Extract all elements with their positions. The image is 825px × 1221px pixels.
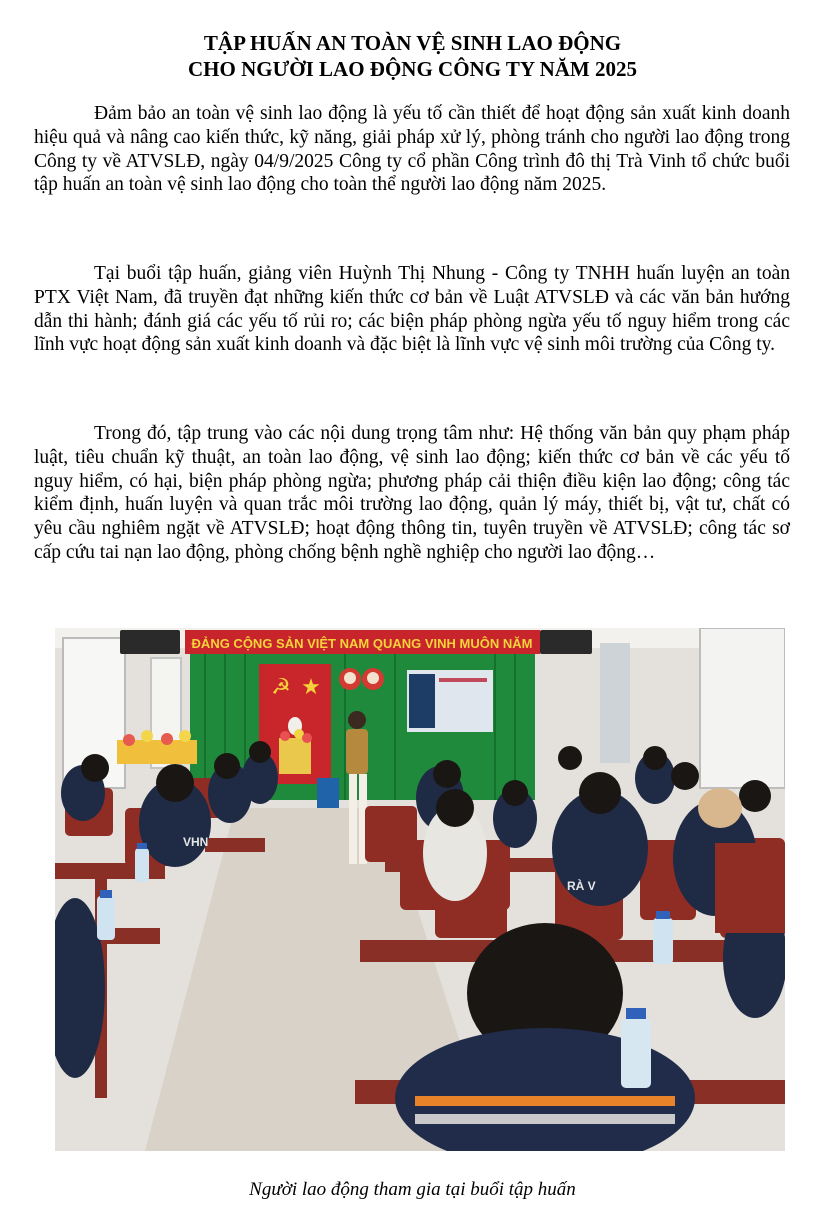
title-line-2: CHO NGƯỜI LAO ĐỘNG CÔNG TY NĂM 2025 <box>188 57 637 81</box>
shirt-text-2: RÀ V <box>567 879 596 893</box>
slogan-banner-text: ĐẢNG CỘNG SẢN VIỆT NAM QUANG VINH MUÔN NĂM <box>191 636 533 651</box>
paragraph-2: Tại buổi tập huấn, giảng viên Huỳnh Thị Nhung - Công ty TNHH huấn luyện an toàn PTX Việt Nam, đã truyền đạt những kiến thức cơ bản về Luật ATVSLĐ và các văn bản hướng dẫn thi hành; đánh giá các yếu tố rủi ro; các biện pháp phòng ngừa yếu tố nguy hiểm trong các lĩnh vực hoạt động sản xuất kinh doanh và đặc biệt là lĩnh vực vệ sinh môi trường của Công ty. <box>34 263 790 356</box>
training-photo-illustration <box>55 628 785 1151</box>
speaker-left <box>120 630 180 654</box>
lecturer-figure <box>346 711 368 864</box>
paragraph-3: Trong đó, tập trung vào các nội dung trọng tâm như: Hệ thống văn bản quy phạm pháp luật, tiêu chuẩn kỹ thuật, an toàn lao động, vệ sinh lao động; kiến thức cơ bản về các yếu tố nguy hiểm, có hại, biện pháp phòng ngừa; phương pháp cải thiện điều kiện lao động; công tác kiểm định, huấn luyện và quan trắc môi trường lao động, quản lý máy, thiết bị, vật tư, chất có yêu cầu nghiêm ngặt về ATVSLĐ; hoạt động thông tin, tuyên truyền về ATVSLĐ; công tác sơ cấp cứu tai nạn lao động, phòng chống bệnh nghề nghiệp cho người lao động… <box>34 423 790 563</box>
hammer-sickle-icon: ☭ <box>271 674 291 699</box>
star-icon: ★ <box>301 674 321 699</box>
shirt-text-1: VHN <box>183 835 209 849</box>
speaker-right <box>540 630 592 654</box>
photo-caption: Người lao động tham gia tại buổi tập huấn <box>249 1179 576 1200</box>
training-photo <box>55 628 785 1151</box>
title-line-1: TẬP HUẤN AN TOÀN VỆ SINH LAO ĐỘNG <box>203 31 622 55</box>
paragraph-1: Đảm bảo an toàn vệ sinh lao động là yếu tố cần thiết để hoạt động sản xuất kinh doanh hiệu quả và nâng cao kiến thức, kỹ năng, giải pháp xử lý, phòng tránh cho người lao động trong Công ty về ATVSLĐ, ngày 04/9/2025 Công ty cổ phần Công trình đô thị Trà Vinh tổ chức buổi tập huấn an toàn vệ sinh lao động cho toàn thể người lao động năm 2025. <box>34 103 790 196</box>
